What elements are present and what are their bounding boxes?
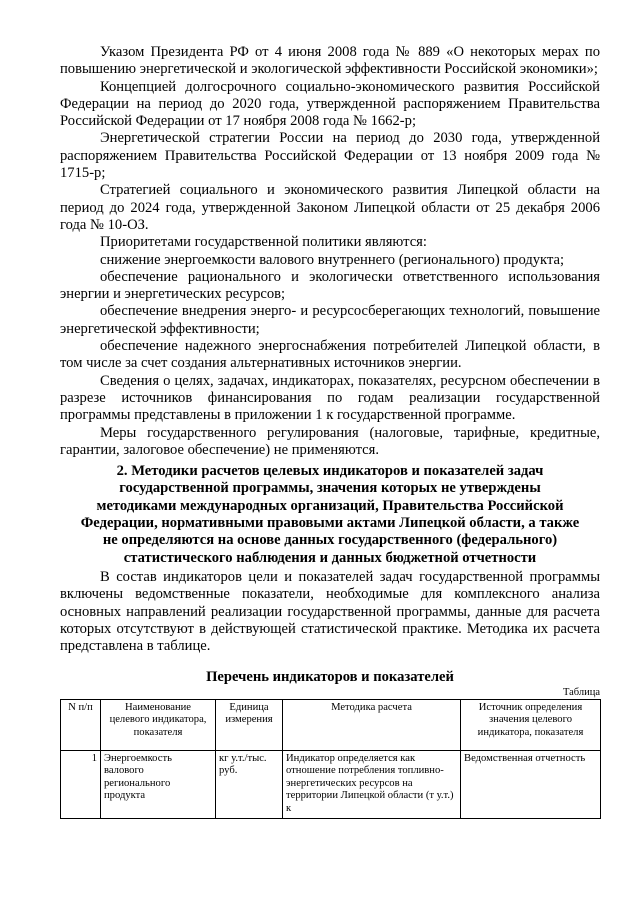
list-item: снижение энергоемкости валового внутреннего (регионального) продукта; (100, 251, 565, 268)
column-header: Методика расчета (283, 699, 461, 750)
indicators-table (60, 699, 601, 819)
cell-source: Ведомственная отчетность (461, 750, 601, 818)
table-title: Перечень индикаторов и показателей (206, 669, 454, 686)
paragraph: Указом Президента РФ от 4 июня 2008 года № 889 «О некоторых мерах по повышению энергетической и экологической эффективности Российской экономики»; (60, 44, 600, 78)
cell-method: Индикатор определяется как отношение потребления топливно-энергетических ресурсов на территории Липецкой области (т у.т.) к (283, 750, 461, 818)
cell-num: 1 (61, 750, 101, 818)
list-item: обеспечение надежного энергоснабжения потребителей Липецкой области, в том числе за счет создания альтернативных источников энергии. (60, 338, 600, 372)
paragraphs-top (60, 44, 600, 459)
paragraph: Приоритетами государственной политики являются: (100, 234, 427, 251)
cell-name: Энергоемкость валового регионального продукта (101, 750, 216, 818)
paragraph: Стратегией социального и экономического развития Липецкой области на период до 2024 года, утвержденной Законом Липецкой области от 25 декабря 2006 года № 10-ОЗ. (60, 182, 600, 233)
document-page (60, 44, 600, 819)
cell-unit: кг у.т./тыс. руб. (216, 750, 283, 818)
column-header: Источник определения значения целевого индикатора, показателя (461, 699, 601, 750)
paragraph: Меры государственного регулирования (налоговые, тарифные, кредитные, гарантии, залоговое обеспечение) не применяются. (60, 424, 600, 458)
column-header: N п/п (61, 699, 101, 750)
list-item: обеспечение рационального и экологически ответственного использования энергии и энергетических ресурсов; (60, 268, 600, 303)
table-header-row (61, 699, 601, 750)
paragraph: Энергетической стратегии России на период до 2030 года, утвержденной распоряжением Правительства Российской Федерации от 13 ноября 2009 года № 1715-р; (60, 130, 600, 182)
paragraph: Сведения о целях, задачах, индикаторах, показателях, ресурсном обеспечении в разрезе источников финансирования по годам реализации государственной программы представлены в приложении 1 к государственной программе. (60, 372, 600, 424)
paragraph: Концепцией долгосрочного социально-экономического развития Российской Федерации на период до 2020 года, утвержденной распоряжением Правительства Российской Федерации от 17 ноября 2008 года № 1662-р; (60, 78, 600, 130)
column-header: Наименование целевого индикатора, показателя (101, 699, 216, 750)
list-item: обеспечение внедрения энерго- и ресурсосберегающих технологий, повышение энергетической эффективности; (60, 303, 600, 337)
table-row (61, 750, 601, 818)
section-heading: 2. Методики расчетов целевых индикаторов и показателей задач государственной программы, значения которых не утверждены методиками международных организаций, Правительства Российской Федерации, нормативными правовыми актами Липецкой области, а также не определяются на основе данных государственного (федерального) статистического наблюдения и данных бюджетной отчетности (80, 463, 580, 566)
section-paragraph: В состав индикаторов цели и показателей задач государственной программы включены ведомственные показатели, необходимые для комплексного анализа основных направлений реализации государственной программы, данные для расчета которых отсутствуют в действующей статистической практике. Методика их расчета представлена в таблице. (60, 568, 600, 655)
column-header: Единица измерения (216, 699, 283, 750)
table-label: Таблица (562, 686, 600, 698)
